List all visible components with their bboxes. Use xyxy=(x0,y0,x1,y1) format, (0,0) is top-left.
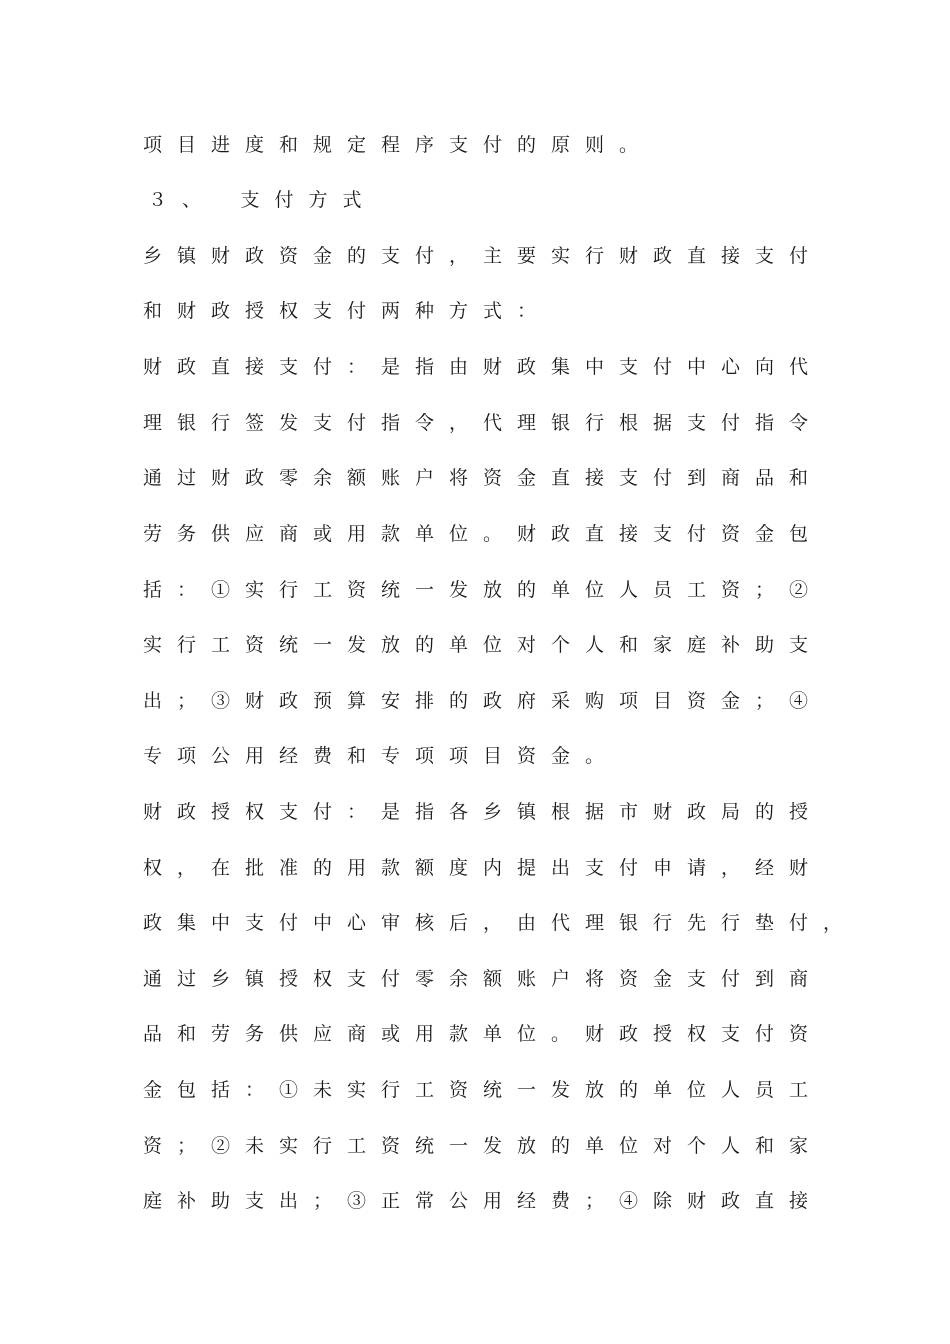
text-line-4: 和财政授权支付两种方式： xyxy=(143,300,552,322)
text-line-9: 括：①实行工资统一发放的单位人员工资；② xyxy=(143,579,824,601)
text-line-14: 权，在批准的用款额度内提出支付申请，经财 xyxy=(143,857,824,879)
section-heading: ３、 支付方式 xyxy=(148,189,377,211)
text-line-11: 出；③财政预算安排的政府采购项目资金；④ xyxy=(143,690,824,712)
text-line-16: 通过乡镇授权支付零余额账户将资金支付到商 xyxy=(143,968,824,990)
text-line-7: 通过财政零余额账户将资金直接支付到商品和 xyxy=(143,467,824,489)
text-line-17: 品和劳务供应商或用款单位。财政授权支付资 xyxy=(143,1023,824,1045)
text-line-8: 劳务供应商或用款单位。财政直接支付资金包 xyxy=(143,523,824,545)
text-line-5: 财政直接支付：是指由财政集中支付中心向代 xyxy=(143,356,824,378)
text-line-12: 专项公用经费和专项项目资金。 xyxy=(143,745,620,767)
text-line-13: 财政授权支付：是指各乡镇根据市财政局的授 xyxy=(143,801,824,823)
text-line-19: 资；②未实行工资统一发放的单位对个人和家 xyxy=(143,1135,824,1157)
text-line-1: 项目进度和规定程序支付的原则。 xyxy=(143,134,654,156)
text-line-15: 政集中支付中心审核后，由代理银行先行垫付， xyxy=(143,912,858,934)
text-line-6: 理银行签发支付指令，代理银行根据支付指令 xyxy=(143,412,824,434)
text-line-10: 实行工资统一发放的单位对个人和家庭补助支 xyxy=(143,634,824,656)
text-line-20: 庭补助支出；③正常公用经费；④除财政直接 xyxy=(143,1190,824,1212)
text-line-18: 金包括：①未实行工资统一发放的单位人员工 xyxy=(143,1079,824,1101)
text-line-3: 乡镇财政资金的支付，主要实行财政直接支付 xyxy=(143,245,824,267)
